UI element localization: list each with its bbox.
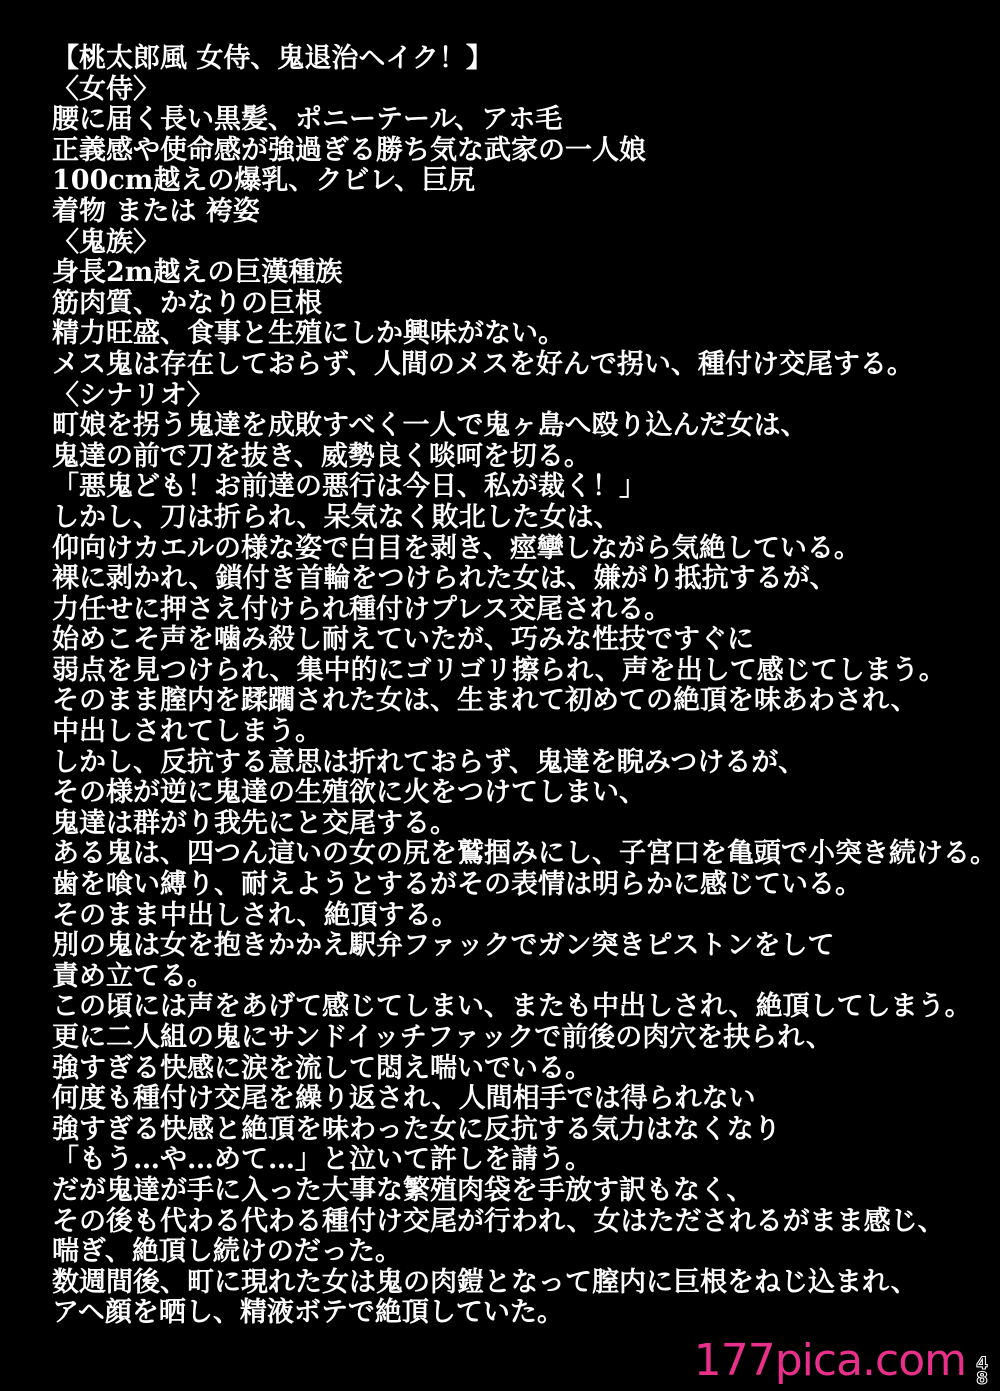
scenario-text-line: この頃には声をあげて感じてしまい、またも中出しされ、絶頂してしまう。	[52, 991, 972, 1023]
scenario-text-line: 数週間後、町に現れた女は鬼の肉鎧となって膣内に巨根をねじ込まれ、	[52, 1266, 918, 1298]
scenario-text-line: そのまま膣内を蹂躙された女は、生まれて初めての絶頂を味あわされ、	[52, 685, 918, 717]
scenario-text-line: 腰に届く長い黒髪、ポニーテール、アホ毛	[52, 104, 563, 136]
scenario-text-line: 正義感や使命感が強過ぎる勝ち気な武家の一人娘	[52, 134, 646, 166]
scenario-text-line: 【桃太郎風 女侍、鬼退治ヘイク！】	[52, 43, 493, 74]
scenario-text-line: 始めこそ声を噛み殺し耐えていたが、巧みな性技ですぐに	[52, 624, 754, 656]
scenario-text-line: その後も代わる代わる種付け交尾が行われ、女はただされるがまま感じ、	[52, 1205, 945, 1237]
scenario-text-line: 町娘を拐う鬼達を成敗すべく一人で鬼ヶ島へ殴り込んだ女は、	[52, 410, 808, 442]
scenario-text-line: 筋肉質、かなりの巨根	[52, 287, 322, 319]
scenario-text-line: 強すぎる快感に涙を流して悶え喘いでいる。	[52, 1052, 592, 1084]
scenario-text-line: 喘ぎ、絶頂し続けのだった。	[52, 1236, 402, 1268]
scenario-text-line: 更に二人組の鬼にサンドイッチファックで前後の肉穴を抉られ、	[52, 1022, 833, 1053]
scenario-text-line: 力任せに押さえ付けられ種付けプレス交尾される。	[52, 593, 672, 625]
scenario-text-line: 別の鬼は女を抱きかかえ駅弁ファックでガン突きピストンをして	[52, 930, 835, 962]
scenario-text-line: そのまま中出しされ、絶頂する。	[52, 899, 459, 931]
scenario-text-line: ある鬼は、四つん這いの女の尻を鷲掴みにし、子宮口を亀頭で小突き続ける。	[52, 838, 997, 870]
scenario-text-line: その様が逆に鬼達の生殖欲に火をつけてしまい、	[52, 777, 646, 809]
scenario-text-line: 強すぎる快感と絶頂を味わった女に反抗する気力はなくなり	[52, 1113, 781, 1145]
scenario-text-line: 「悪鬼ども！お前達の悪行は今日、私が裁く！」	[52, 471, 646, 503]
scenario-text-line: 裸に剥かれ、鎖付き首輪をつけられた女は、嫌がり抵抗するが、	[52, 563, 837, 595]
scenario-text-block	[52, 44, 997, 1329]
scenario-text-line: 鬼達の前で刀を抜き、威勢良く啖呵を切る。	[52, 440, 591, 472]
scenario-text-line: 〈鬼族〉	[52, 226, 160, 258]
scenario-text-line: 何度も種付け交尾を繰り返され、人間相手では得られない	[52, 1083, 756, 1115]
scenario-text-line: 歯を喰い縛り、耐えようとするがその表情は明らかに感じている。	[52, 869, 862, 901]
scenario-text-line: 着物 または 袴姿	[52, 195, 260, 227]
scenario-text-line: 〈シナリオ〉	[52, 379, 214, 411]
scenario-text-line: メス鬼は存在しておらず、人間のメスを好んで拐い、種付け交尾する。	[52, 348, 914, 380]
scenario-text-line: だが鬼達が手に入った大事な繁殖肉袋を手放す訳もなく、	[52, 1174, 754, 1206]
scenario-text-line: 精力旺盛、食事と生殖にしか興味がない。	[52, 318, 565, 350]
scenario-text-line: 責め立てる。	[52, 960, 214, 992]
scenario-text-line: 〈女侍〉	[52, 73, 160, 105]
scenario-text-line: 仰向けカエルの様な姿で白目を剥き、痙攣しながら気絶している。	[52, 532, 861, 564]
scenario-text-line: アヘ顔を晒し、精液ボテで絶頂していた。	[52, 1297, 564, 1329]
watermark: 177pica.com	[693, 1335, 966, 1386]
scenario-text-line: しかし、反抗する意思は折れておらず、鬼達を睨みつけるが、	[52, 746, 806, 778]
page-number-digit-top: 4	[976, 1354, 988, 1374]
scenario-text-line: 「もう…や…めて…」と泣いて許しを請う。	[52, 1144, 592, 1176]
scenario-text-line: 弱点を見つけられ、集中的にゴリゴリ擦られ、声を出して感じてしまう。	[52, 654, 946, 686]
scenario-text-line: 中出しされてしまう。	[52, 716, 322, 748]
page-number-digit-bottom: 8	[976, 1369, 988, 1389]
scenario-text-line: 100cm越えの爆乳、クビレ、巨尻	[52, 165, 476, 197]
scenario-text-line: しかし、刀は折られ、呆気なく敗北した女は、	[52, 501, 621, 533]
scenario-text-line: 身長2m越えの巨漢種族	[52, 257, 343, 289]
page-number	[976, 1354, 988, 1389]
scenario-text-line: 鬼達は群がり我先にと交尾する。	[52, 807, 457, 839]
